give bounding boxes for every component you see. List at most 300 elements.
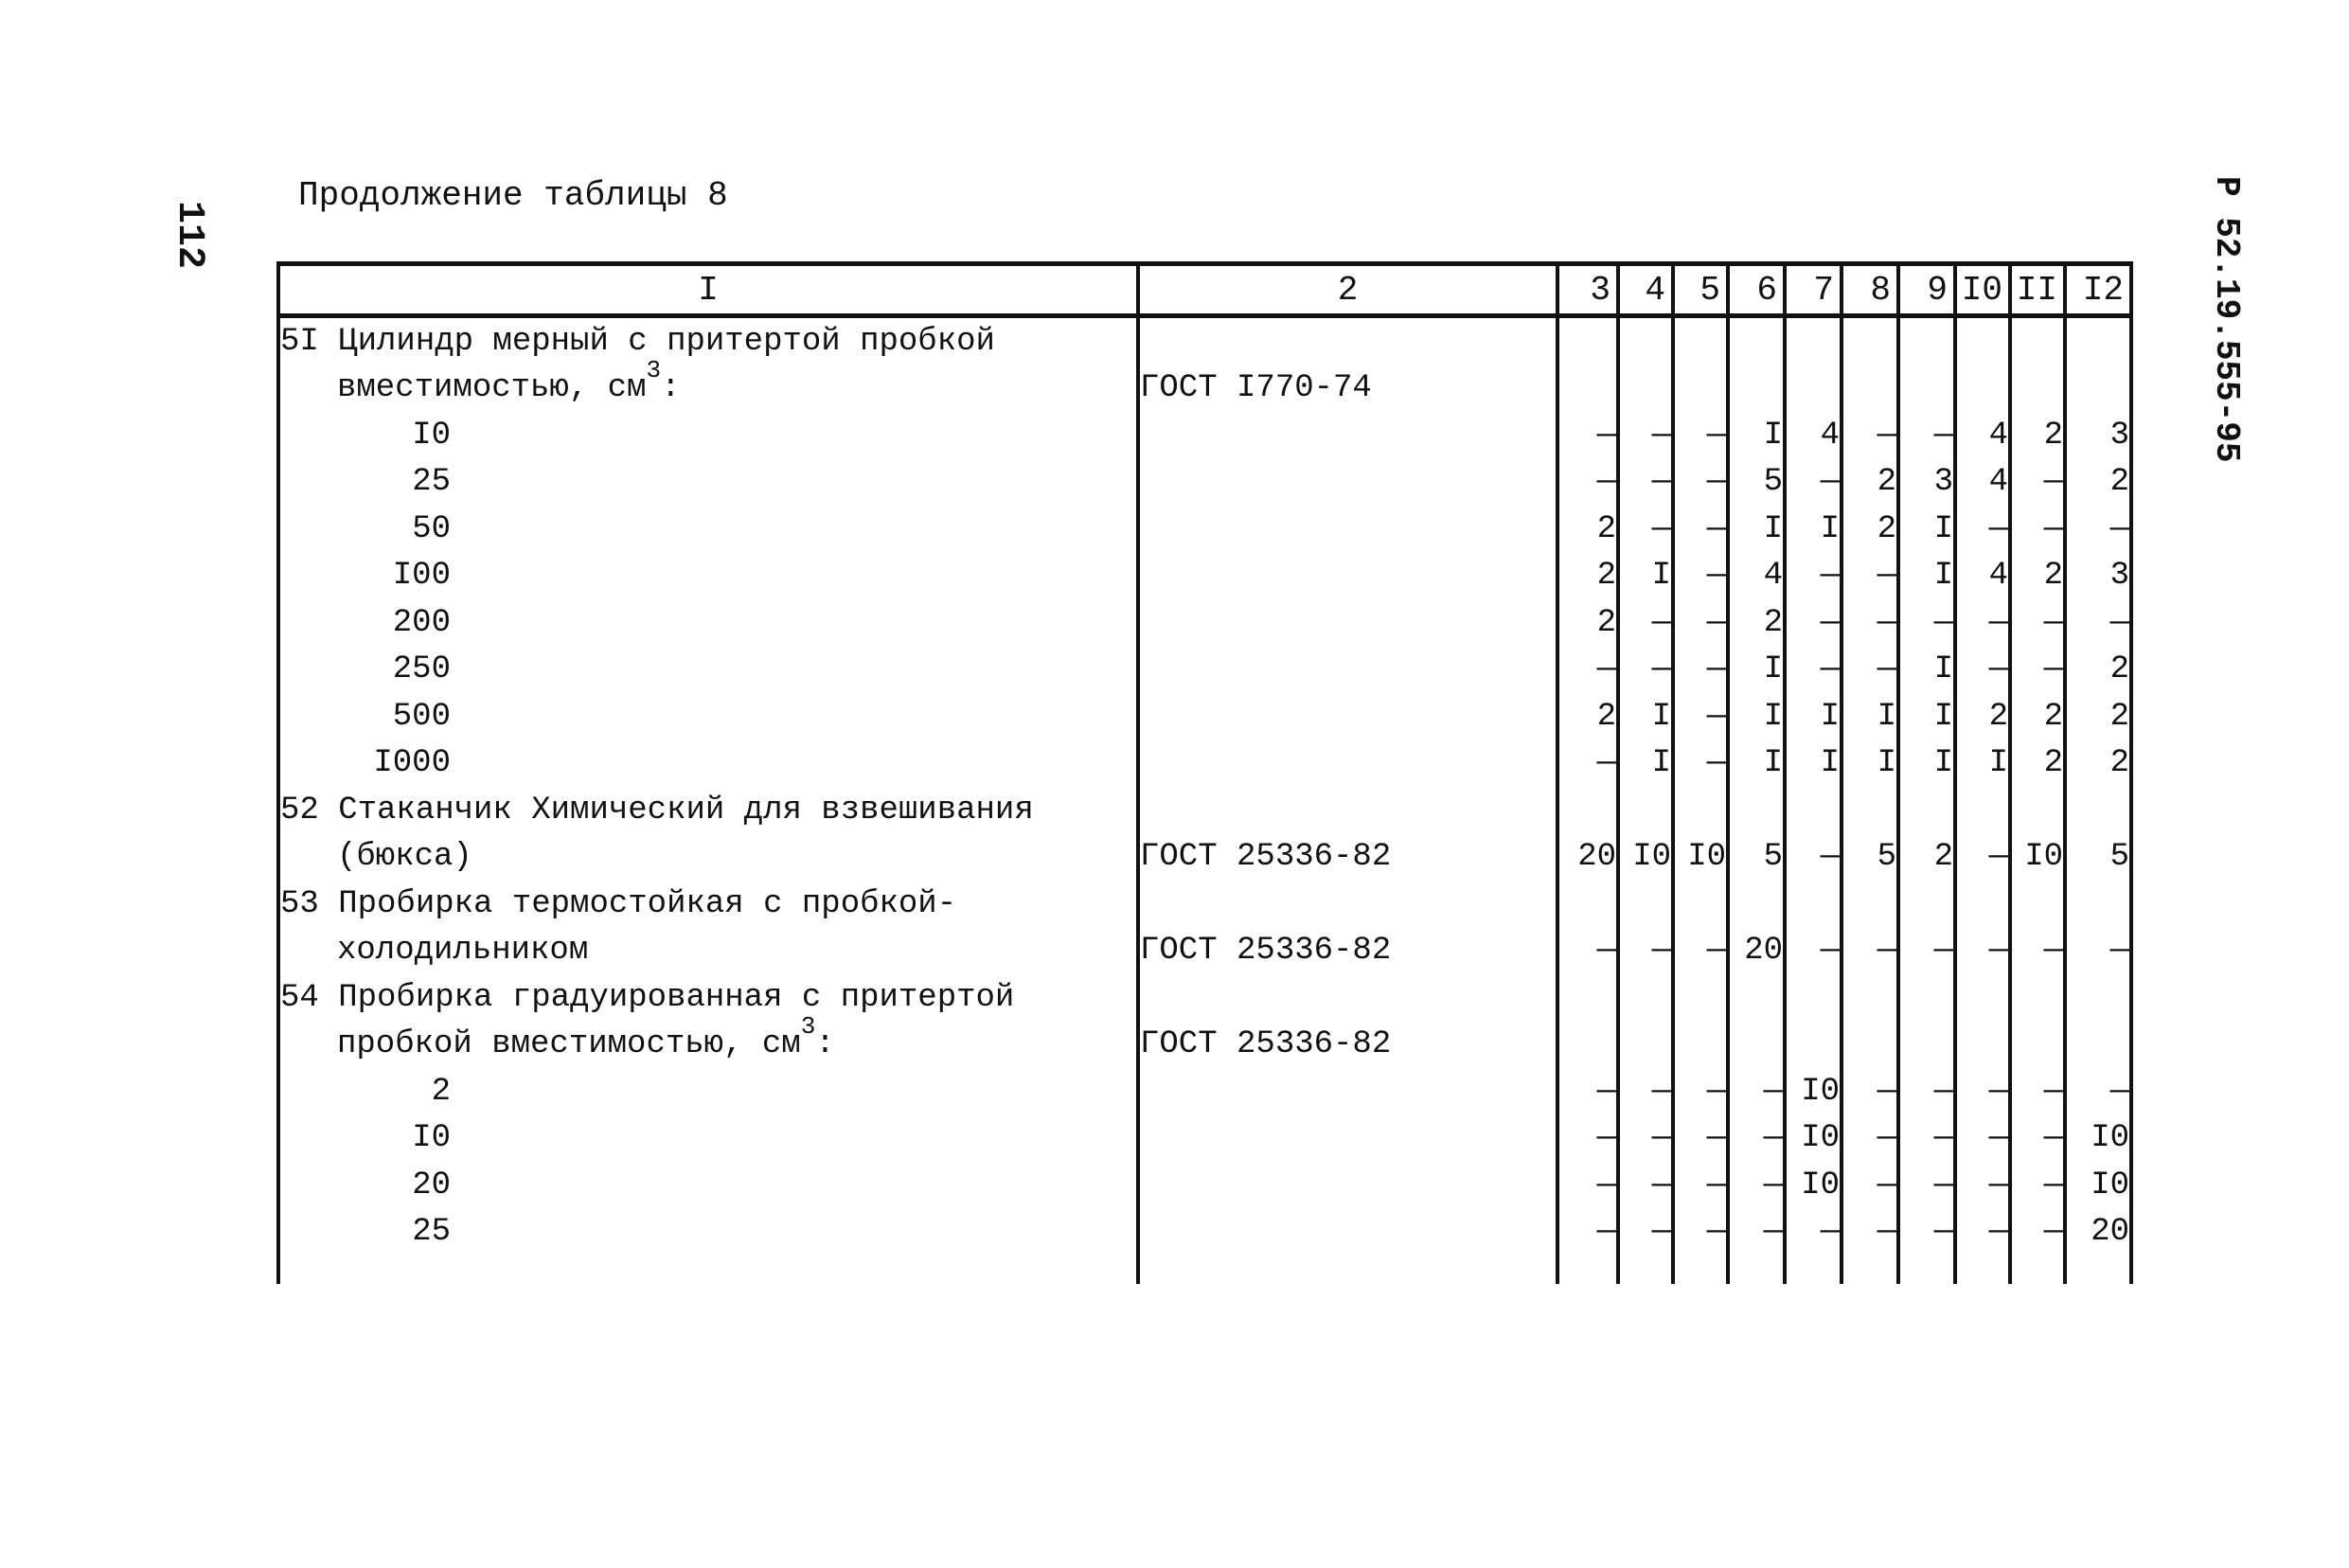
quantity-cell-col-8	[1842, 881, 1898, 928]
item-name-cell	[278, 316, 1138, 365]
column-header-5: 5	[1673, 264, 1728, 316]
quantity-cell-col-6	[1728, 787, 1785, 834]
quantity-cell-col-11	[2010, 1022, 2065, 1069]
table-row	[278, 365, 2131, 413]
quantity-cell-col-9	[1898, 365, 1955, 413]
capacity-value: 25	[412, 464, 451, 501]
quantity-cell-col-10: I	[1955, 740, 2010, 788]
capacity-value: 20	[412, 1167, 451, 1203]
quantity-cell-col-6: —	[1728, 1162, 1785, 1209]
quantity-cell-col-8: —	[1842, 553, 1898, 600]
quantity-cell-col-8: I	[1842, 740, 1898, 788]
spacer-cell	[1728, 1256, 1785, 1284]
page-number: 112	[168, 201, 210, 270]
item-name-cell	[278, 553, 1138, 600]
quantity-cell-col-11: —	[2010, 928, 2065, 975]
column-header-8: 8	[1842, 264, 1898, 316]
quantity-cell-col-12	[2065, 316, 2131, 365]
standard-cell	[1138, 1068, 1557, 1115]
quantity-cell-col-9: I	[1898, 506, 1955, 553]
table-row	[278, 316, 2131, 365]
quantity-cell-col-10: —	[1955, 1115, 2010, 1163]
column-header-6: 6	[1728, 264, 1785, 316]
table-row	[278, 1068, 2131, 1115]
quantity-cell-col-11: —	[2010, 599, 2065, 647]
quantity-cell-col-10: —	[1955, 599, 2010, 647]
quantity-cell-col-10: 4	[1955, 553, 2010, 600]
quantity-cell-col-11: 2	[2010, 740, 2065, 788]
table-row	[278, 834, 2131, 882]
quantity-cell-col-7: I	[1785, 740, 1842, 788]
quantity-cell-col-11: 2	[2010, 553, 2065, 600]
quantity-cell-col-10: —	[1955, 1162, 2010, 1209]
capacity-value: 200	[392, 604, 451, 641]
item-name-cell	[278, 974, 1138, 1022]
spacer-cell	[1898, 1256, 1955, 1284]
quantity-cell-col-6: 5	[1728, 834, 1785, 882]
quantity-cell-col-12: —	[2065, 928, 2131, 975]
quantity-cell-col-12: —	[2065, 599, 2131, 647]
quantity-cell-col-9: I	[1898, 693, 1955, 740]
quantity-cell-col-7: —	[1785, 647, 1842, 694]
column-header-9: 9	[1898, 264, 1955, 316]
spacer-cell	[2065, 1256, 2131, 1284]
spacer-cell	[1673, 1256, 1728, 1284]
quantity-cell-col-12: 20	[2065, 1209, 2131, 1256]
quantity-cell-col-6	[1728, 881, 1785, 928]
quantity-cell-col-5: —	[1673, 1162, 1728, 1209]
standard-cell	[1138, 693, 1557, 740]
table-row	[278, 881, 2131, 928]
quantity-cell-col-11	[2010, 881, 2065, 928]
quantity-cell-col-12: 2	[2065, 740, 2131, 788]
header-row	[278, 264, 2131, 316]
standard-cell	[1138, 740, 1557, 788]
quantity-cell-col-5: —	[1673, 599, 1728, 647]
quantity-cell-col-5: —	[1673, 928, 1728, 975]
quantity-cell-col-6: 2	[1728, 599, 1785, 647]
quantity-cell-col-7: —	[1785, 553, 1842, 600]
quantity-cell-col-9	[1898, 974, 1955, 1022]
quantity-cell-col-9: 2	[1898, 834, 1955, 882]
quantity-cell-col-9: —	[1898, 412, 1955, 459]
quantity-cell-col-7	[1785, 365, 1842, 413]
quantity-cell-col-4	[1618, 974, 1673, 1022]
item-name: (бюкса)	[337, 839, 472, 876]
quantity-cell-col-4: —	[1618, 1162, 1673, 1209]
standard-cell	[1138, 316, 1557, 365]
table-row	[278, 647, 2131, 694]
table-row	[278, 787, 2131, 834]
quantity-cell-col-7: —	[1785, 1209, 1842, 1256]
table-row	[278, 974, 2131, 1022]
capacity-value: 2	[431, 1073, 451, 1110]
quantity-cell-col-4: I	[1618, 693, 1673, 740]
quantity-cell-col-7: —	[1785, 928, 1842, 975]
spacer-cell	[1138, 1256, 1557, 1284]
quantity-cell-col-9	[1898, 881, 1955, 928]
spacer-cell	[1955, 1256, 2010, 1284]
item-name: холодильником	[337, 933, 589, 970]
quantity-cell-col-8: —	[1842, 928, 1898, 975]
quantity-cell-col-10: 4	[1955, 412, 2010, 459]
quantity-cell-col-6	[1728, 316, 1785, 365]
item-suffix: :	[661, 370, 681, 407]
capacity-value: I000	[373, 745, 451, 782]
quantity-cell-col-3	[1557, 1022, 1618, 1069]
quantity-cell-col-8: 5	[1842, 834, 1898, 882]
quantity-cell-col-7: I0	[1785, 1068, 1842, 1115]
quantity-cell-col-3	[1557, 316, 1618, 365]
table-row	[278, 553, 2131, 600]
item-name-cell	[278, 459, 1138, 507]
quantity-cell-col-4: —	[1618, 412, 1673, 459]
standard-cell: ГОСТ 25336-82	[1138, 1022, 1557, 1069]
item-name-cell	[278, 881, 1138, 928]
quantity-cell-col-3	[1557, 365, 1618, 413]
quantity-cell-col-7: I	[1785, 506, 1842, 553]
quantity-cell-col-12: 2	[2065, 459, 2131, 507]
quantity-cell-col-4: —	[1618, 599, 1673, 647]
quantity-cell-col-4: I0	[1618, 834, 1673, 882]
quantity-cell-col-3	[1557, 787, 1618, 834]
item-name-cell	[278, 1068, 1138, 1115]
quantity-cell-col-4	[1618, 787, 1673, 834]
quantity-cell-col-9: I	[1898, 553, 1955, 600]
standard-cell: ГОСТ 25336-82	[1138, 834, 1557, 882]
quantity-cell-col-12: 5	[2065, 834, 2131, 882]
item-name: 52 Стаканчик Химический для взвешивания	[280, 792, 1034, 829]
quantity-cell-col-12	[2065, 787, 2131, 834]
quantity-cell-col-12	[2065, 365, 2131, 413]
quantity-cell-col-4: —	[1618, 1209, 1673, 1256]
spacer-cell	[1618, 1256, 1673, 1284]
standard-cell	[1138, 459, 1557, 507]
document-code: Р 52.19.555-95	[2207, 176, 2246, 463]
quantity-cell-col-3: —	[1557, 1162, 1618, 1209]
table-caption: Продолжение таблицы 8	[298, 176, 728, 215]
table-row	[278, 1162, 2131, 1209]
standard-cell	[1138, 881, 1557, 928]
equipment-table	[276, 261, 2133, 1284]
quantity-cell-col-5	[1673, 974, 1728, 1022]
column-header-3: 3	[1557, 264, 1618, 316]
quantity-cell-col-6: 5	[1728, 459, 1785, 507]
standard-cell	[1138, 1162, 1557, 1209]
quantity-cell-col-10: —	[1955, 928, 2010, 975]
quantity-cell-col-8: 2	[1842, 459, 1898, 507]
quantity-cell-col-10: —	[1955, 834, 2010, 882]
table-row	[278, 412, 2131, 459]
quantity-cell-col-5: —	[1673, 1209, 1728, 1256]
quantity-cell-col-8: —	[1842, 1209, 1898, 1256]
quantity-cell-col-8: —	[1842, 599, 1898, 647]
quantity-cell-col-9: I	[1898, 740, 1955, 788]
quantity-cell-col-11: 2	[2010, 693, 2065, 740]
quantity-cell-col-12: I0	[2065, 1115, 2131, 1163]
quantity-cell-col-6: 4	[1728, 553, 1785, 600]
quantity-cell-col-5: —	[1673, 506, 1728, 553]
capacity-value: I0	[412, 1120, 451, 1157]
quantity-cell-col-11	[2010, 365, 2065, 413]
quantity-cell-col-12	[2065, 1022, 2131, 1069]
quantity-cell-col-11: I0	[2010, 834, 2065, 882]
item-name: 5I Цилиндр мерный с притертой пробкой	[280, 323, 995, 360]
quantity-cell-col-8: —	[1842, 1115, 1898, 1163]
table-row	[278, 1022, 2131, 1069]
quantity-cell-col-12: 2	[2065, 693, 2131, 740]
quantity-cell-col-6: I	[1728, 506, 1785, 553]
quantity-cell-col-7	[1785, 881, 1842, 928]
quantity-cell-col-9: —	[1898, 1068, 1955, 1115]
standard-cell	[1138, 412, 1557, 459]
capacity-value: I00	[392, 558, 451, 595]
table-row	[278, 693, 2131, 740]
spacer-cell	[1785, 1256, 1842, 1284]
quantity-cell-col-5: —	[1673, 647, 1728, 694]
quantity-cell-col-6	[1728, 365, 1785, 413]
quantity-cell-col-10: —	[1955, 1209, 2010, 1256]
standard-cell	[1138, 506, 1557, 553]
quantity-cell-col-5: —	[1673, 740, 1728, 788]
quantity-cell-col-7: —	[1785, 834, 1842, 882]
quantity-cell-col-9: —	[1898, 1115, 1955, 1163]
quantity-cell-col-3: 20	[1557, 834, 1618, 882]
quantity-cell-col-6: I	[1728, 693, 1785, 740]
item-suffix: :	[815, 1026, 835, 1063]
quantity-cell-col-8	[1842, 787, 1898, 834]
quantity-cell-col-8: —	[1842, 1068, 1898, 1115]
quantity-cell-col-5: —	[1673, 459, 1728, 507]
quantity-cell-col-9: —	[1898, 1209, 1955, 1256]
column-header-10: I0	[1955, 264, 2010, 316]
quantity-cell-col-12: 3	[2065, 412, 2131, 459]
standard-cell	[1138, 1209, 1557, 1256]
table-bottom-spacer	[278, 1256, 2131, 1284]
quantity-cell-col-3: —	[1557, 459, 1618, 507]
quantity-cell-col-9: —	[1898, 1162, 1955, 1209]
quantity-cell-col-11: —	[2010, 1209, 2065, 1256]
item-name-cell	[278, 834, 1138, 882]
item-name-cell	[278, 1012, 1138, 1069]
quantity-cell-col-10: —	[1955, 1068, 2010, 1115]
quantity-cell-col-11: —	[2010, 647, 2065, 694]
quantity-cell-col-3: —	[1557, 1115, 1618, 1163]
quantity-cell-col-4	[1618, 365, 1673, 413]
quantity-cell-col-5: —	[1673, 1115, 1728, 1163]
table-body	[278, 316, 2131, 1285]
quantity-cell-col-11	[2010, 974, 2065, 1022]
table-row	[278, 928, 2131, 975]
quantity-cell-col-3	[1557, 881, 1618, 928]
quantity-cell-col-10	[1955, 316, 2010, 365]
table-row	[278, 740, 2131, 788]
quantity-cell-col-6: —	[1728, 1068, 1785, 1115]
quantity-cell-col-8: I	[1842, 693, 1898, 740]
quantity-cell-col-3: —	[1557, 740, 1618, 788]
quantity-cell-col-5: —	[1673, 553, 1728, 600]
standard-cell	[1138, 974, 1557, 1022]
standard-cell	[1138, 647, 1557, 694]
quantity-cell-col-9: —	[1898, 928, 1955, 975]
quantity-cell-col-5	[1673, 1022, 1728, 1069]
quantity-cell-col-3	[1557, 974, 1618, 1022]
quantity-cell-col-5: I0	[1673, 834, 1728, 882]
quantity-cell-col-3: —	[1557, 647, 1618, 694]
quantity-cell-col-6: —	[1728, 1209, 1785, 1256]
quantity-cell-col-6: —	[1728, 1115, 1785, 1163]
quantity-cell-col-7: —	[1785, 599, 1842, 647]
quantity-cell-col-8: 2	[1842, 506, 1898, 553]
standard-cell	[1138, 599, 1557, 647]
quantity-cell-col-6	[1728, 1022, 1785, 1069]
quantity-cell-col-11: —	[2010, 459, 2065, 507]
table-row	[278, 599, 2131, 647]
quantity-cell-col-4: I	[1618, 740, 1673, 788]
item-name-cell	[278, 1209, 1138, 1256]
quantity-cell-col-4: —	[1618, 506, 1673, 553]
quantity-cell-col-3: —	[1557, 1068, 1618, 1115]
quantity-cell-col-3: —	[1557, 928, 1618, 975]
quantity-cell-col-11: —	[2010, 1068, 2065, 1115]
unit-exponent: 3	[646, 356, 662, 385]
quantity-cell-col-10	[1955, 881, 2010, 928]
quantity-cell-col-12: 3	[2065, 553, 2131, 600]
quantity-cell-col-8: —	[1842, 412, 1898, 459]
item-name-cell	[278, 1115, 1138, 1163]
quantity-cell-col-10: 2	[1955, 693, 2010, 740]
quantity-cell-col-8	[1842, 1022, 1898, 1069]
column-header-11: II	[2010, 264, 2065, 316]
quantity-cell-col-10: 4	[1955, 459, 2010, 507]
quantity-cell-col-5	[1673, 881, 1728, 928]
quantity-cell-col-5: —	[1673, 1068, 1728, 1115]
quantity-cell-col-11: 2	[2010, 412, 2065, 459]
quantity-cell-col-5	[1673, 787, 1728, 834]
standard-cell: ГОСТ I770-74	[1138, 365, 1557, 413]
quantity-cell-col-10	[1955, 974, 2010, 1022]
quantity-cell-col-5: —	[1673, 693, 1728, 740]
quantity-cell-col-7: I0	[1785, 1162, 1842, 1209]
quantity-cell-col-4: —	[1618, 647, 1673, 694]
column-header-12: I2	[2065, 264, 2131, 316]
item-name: 53 Пробирка термостойкая с пробкой-	[280, 885, 957, 922]
quantity-cell-col-9	[1898, 316, 1955, 365]
quantity-cell-col-11	[2010, 787, 2065, 834]
quantity-cell-col-7	[1785, 1022, 1842, 1069]
quantity-cell-col-9	[1898, 1022, 1955, 1069]
quantity-cell-col-8: —	[1842, 1162, 1898, 1209]
quantity-cell-col-7: I0	[1785, 1115, 1842, 1163]
quantity-cell-col-8	[1842, 365, 1898, 413]
item-name-cell	[278, 693, 1138, 740]
quantity-cell-col-4: —	[1618, 928, 1673, 975]
unit-exponent: 3	[800, 1012, 816, 1042]
quantity-cell-col-12: —	[2065, 506, 2131, 553]
standard-cell	[1138, 553, 1557, 600]
quantity-cell-col-6: I	[1728, 647, 1785, 694]
standard-cell	[1138, 787, 1557, 834]
quantity-cell-col-4	[1618, 881, 1673, 928]
item-name-cell	[278, 1162, 1138, 1209]
quantity-cell-col-5	[1673, 316, 1728, 365]
item-name: пробкой вместимостью, см	[337, 1026, 801, 1063]
table-row	[278, 1209, 2131, 1256]
table-row	[278, 459, 2131, 507]
quantity-cell-col-8	[1842, 316, 1898, 365]
item-name-cell	[278, 412, 1138, 459]
quantity-cell-col-12	[2065, 974, 2131, 1022]
standard-cell: ГОСТ 25336-82	[1138, 928, 1557, 975]
item-name-cell	[278, 787, 1138, 834]
item-name-cell	[278, 740, 1138, 788]
column-header-1: I	[278, 264, 1138, 316]
quantity-cell-col-4: —	[1618, 1068, 1673, 1115]
capacity-value: 250	[392, 651, 451, 688]
quantity-cell-col-11: —	[2010, 506, 2065, 553]
quantity-cell-col-11	[2010, 316, 2065, 365]
table-row	[278, 1115, 2131, 1163]
quantity-cell-col-7: I	[1785, 693, 1842, 740]
quantity-cell-col-7	[1785, 974, 1842, 1022]
quantity-cell-col-10: —	[1955, 647, 2010, 694]
quantity-cell-col-3: 2	[1557, 506, 1618, 553]
capacity-value: 50	[412, 510, 451, 547]
spacer-cell	[2010, 1256, 2065, 1284]
column-header-7: 7	[1785, 264, 1842, 316]
item-name-cell	[278, 928, 1138, 975]
quantity-cell-col-11: —	[2010, 1162, 2065, 1209]
quantity-cell-col-9: —	[1898, 599, 1955, 647]
column-header-4: 4	[1618, 264, 1673, 316]
quantity-cell-col-3: 2	[1557, 599, 1618, 647]
quantity-cell-col-12: I0	[2065, 1162, 2131, 1209]
quantity-cell-col-3: 2	[1557, 553, 1618, 600]
capacity-value: 500	[392, 698, 451, 735]
item-name: 54 Пробирка градуированная с притертой	[280, 979, 1015, 1016]
quantity-cell-col-7: —	[1785, 459, 1842, 507]
quantity-cell-col-8: —	[1842, 647, 1898, 694]
quantity-cell-col-10: —	[1955, 506, 2010, 553]
item-name-cell	[278, 356, 1138, 413]
quantity-cell-col-9: 3	[1898, 459, 1955, 507]
item-name: вместимостью, см	[337, 370, 647, 407]
quantity-cell-col-10	[1955, 787, 2010, 834]
quantity-cell-col-4	[1618, 316, 1673, 365]
quantity-cell-col-8	[1842, 974, 1898, 1022]
spacer-cell	[1842, 1256, 1898, 1284]
quantity-cell-col-7	[1785, 316, 1842, 365]
quantity-cell-col-6: I	[1728, 412, 1785, 459]
item-name-cell	[278, 647, 1138, 694]
quantity-cell-col-6: 20	[1728, 928, 1785, 975]
spacer-cell	[1557, 1256, 1618, 1284]
quantity-cell-col-4	[1618, 1022, 1673, 1069]
quantity-cell-col-9	[1898, 787, 1955, 834]
quantity-cell-col-3: 2	[1557, 693, 1618, 740]
quantity-cell-col-10	[1955, 1022, 2010, 1069]
quantity-cell-col-4: —	[1618, 459, 1673, 507]
quantity-cell-col-7: 4	[1785, 412, 1842, 459]
quantity-cell-col-4: I	[1618, 553, 1673, 600]
item-name-cell	[278, 506, 1138, 553]
column-header-2: 2	[1138, 264, 1557, 316]
capacity-value: I0	[412, 417, 451, 454]
quantity-cell-col-5: —	[1673, 412, 1728, 459]
table-row	[278, 506, 2131, 553]
capacity-value: 25	[412, 1214, 451, 1251]
quantity-cell-col-6: I	[1728, 740, 1785, 788]
